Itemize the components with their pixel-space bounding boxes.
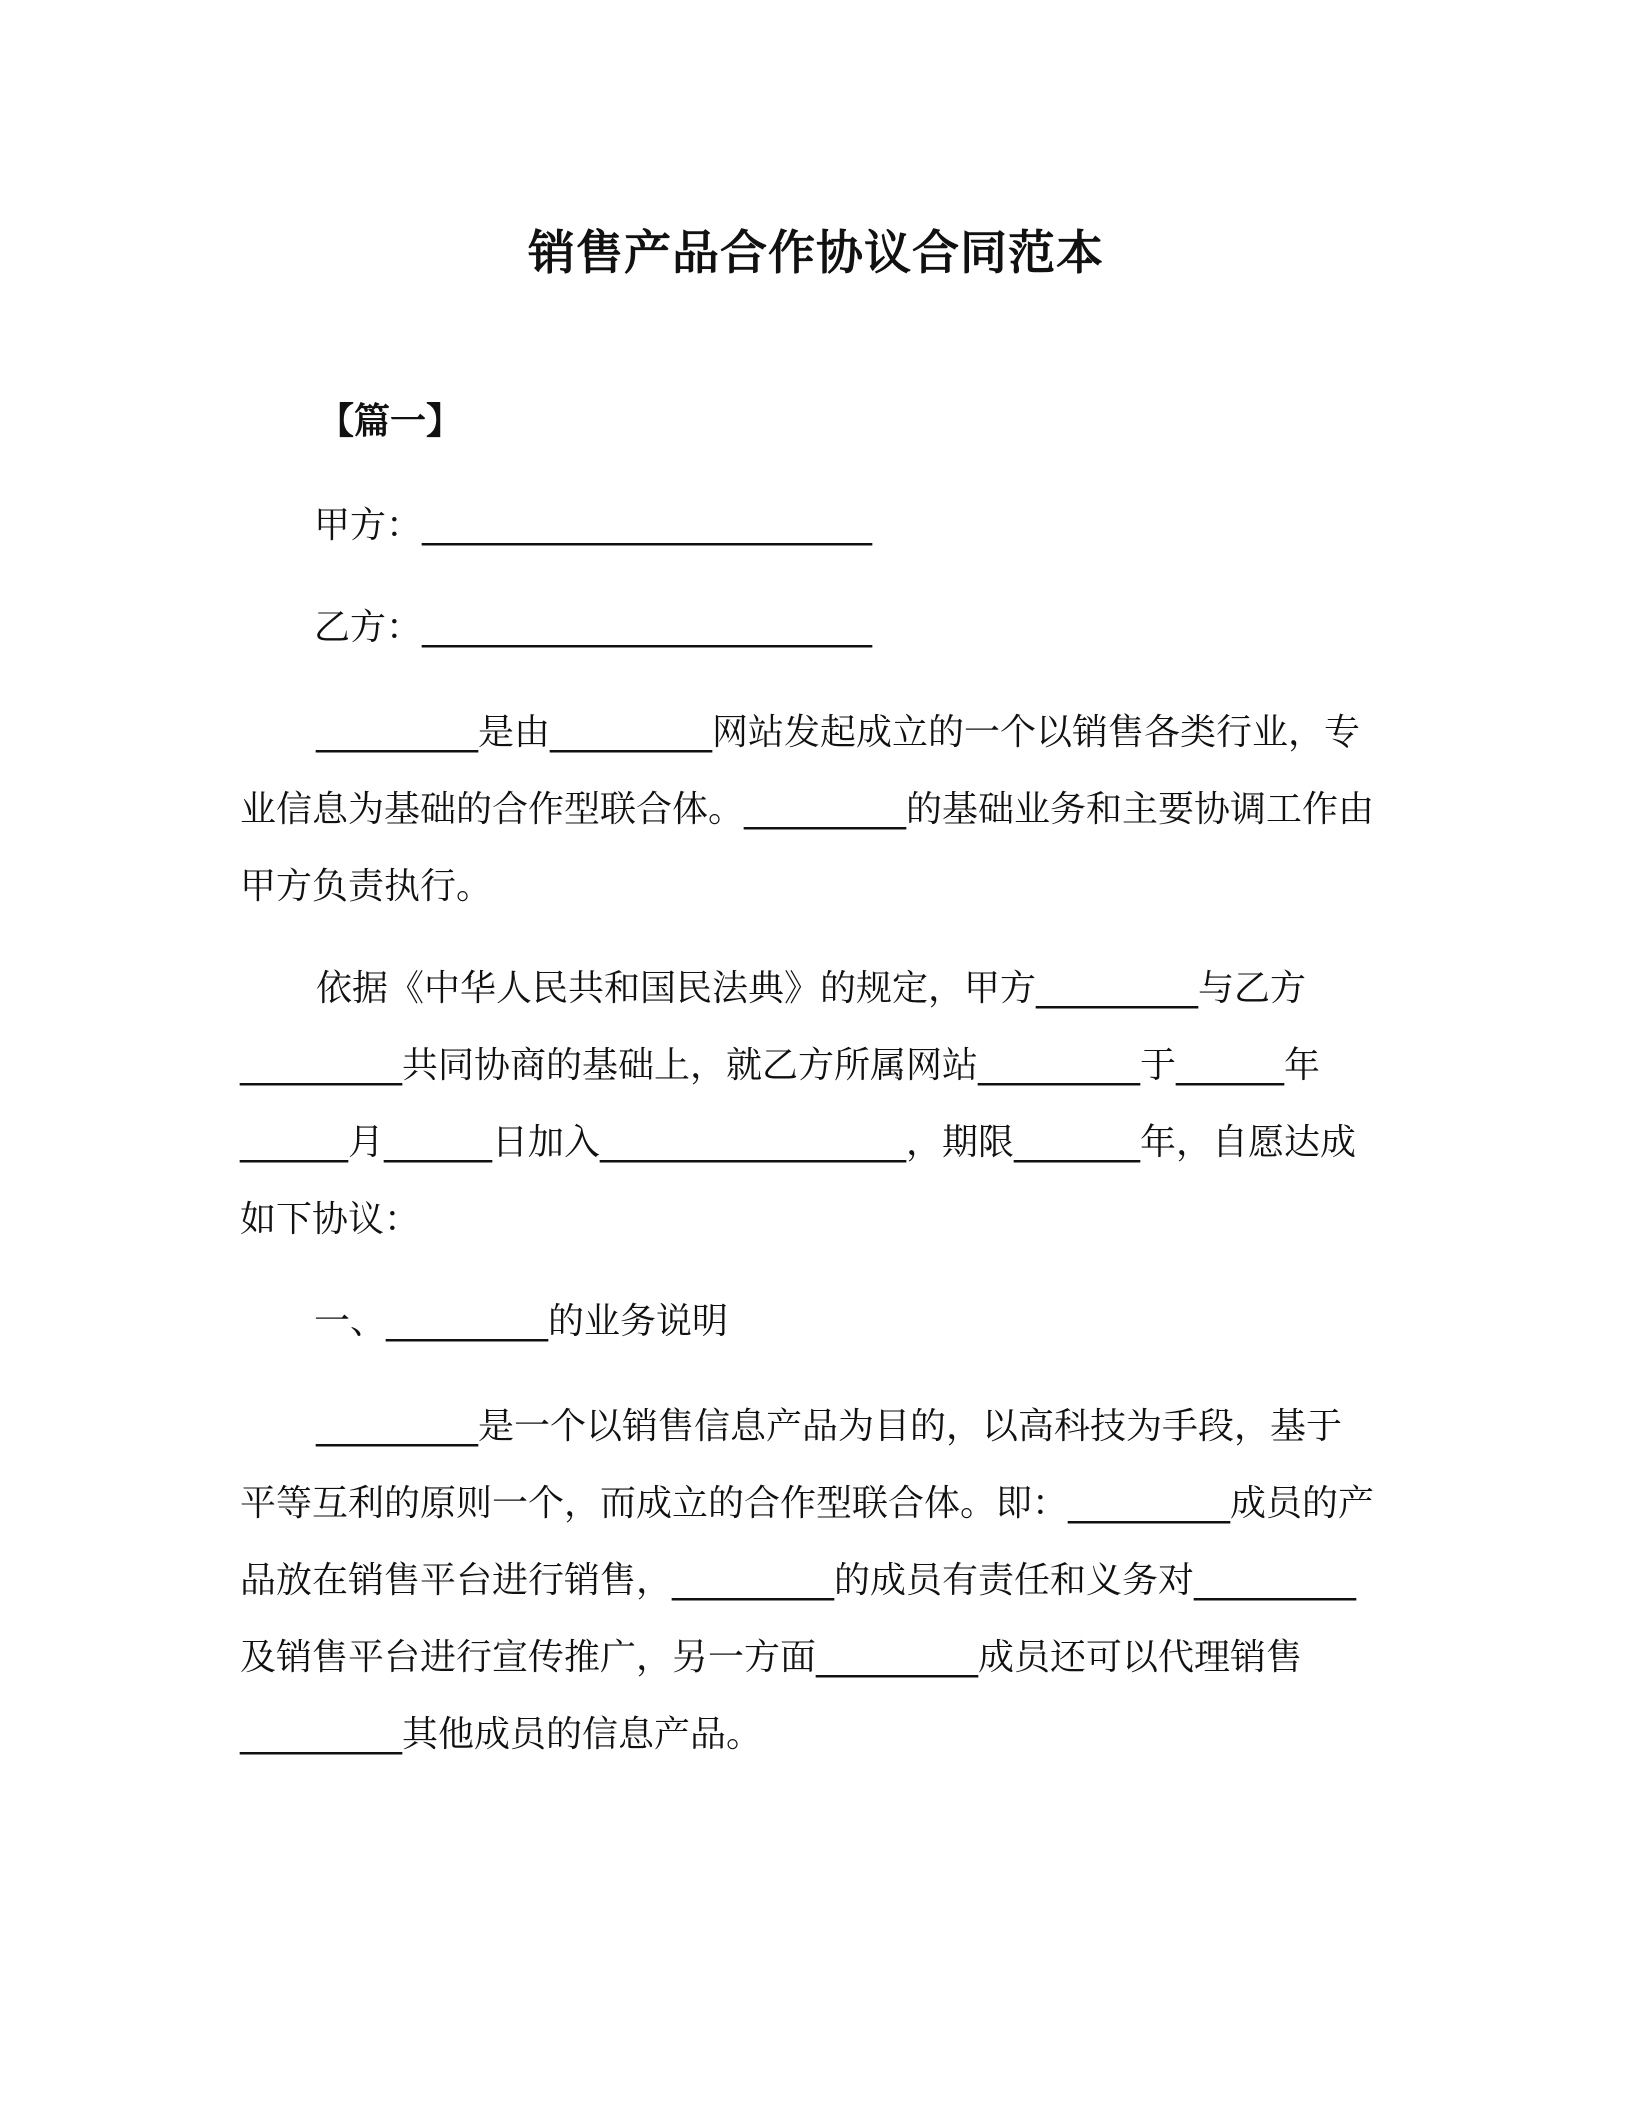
- paragraph-legal-basis: 依据《中华人民共和国民法典》的规定，甲方_________与乙方_________共同协商的基础上，就乙方所属网站_________于______年______月______日加入_________________，期限_______年，自愿达成如下协议：: [240, 968, 1357, 1240]
- section-label: 【篇一】: [318, 401, 463, 442]
- item-one-heading: 一、_________的业务说明: [314, 1301, 729, 1342]
- party-a-blank: _________________________: [422, 505, 873, 546]
- party-b-blank: _________________________: [422, 607, 873, 648]
- party-b-line: [314, 604, 872, 652]
- party-b-label: 乙方：: [314, 607, 423, 648]
- document-title: 销售产品合作协议合同范本: [528, 226, 1104, 281]
- paragraph-intro: _________是由_________网站发起成立的一个以销售各类行业，专业信息为基础的合作型联合体。_________的基础业务和主要协调工作由甲方负责执行。: [240, 712, 1375, 907]
- party-a-label: 甲方：: [314, 505, 423, 546]
- item-one-paragraph: _________是一个以销售信息产品为目的，以高科技为手段，基于平等互利的原则一个，而成立的合作型联合体。即：_________成员的产品放在销售平台进行销售，_________的成员有责任和义务对_________及销售平台进行宣传推广，另一方面_________成员还可以代理销售_________其他成员的信息产品。: [240, 1406, 1375, 1755]
- party-a-line: [314, 502, 872, 550]
